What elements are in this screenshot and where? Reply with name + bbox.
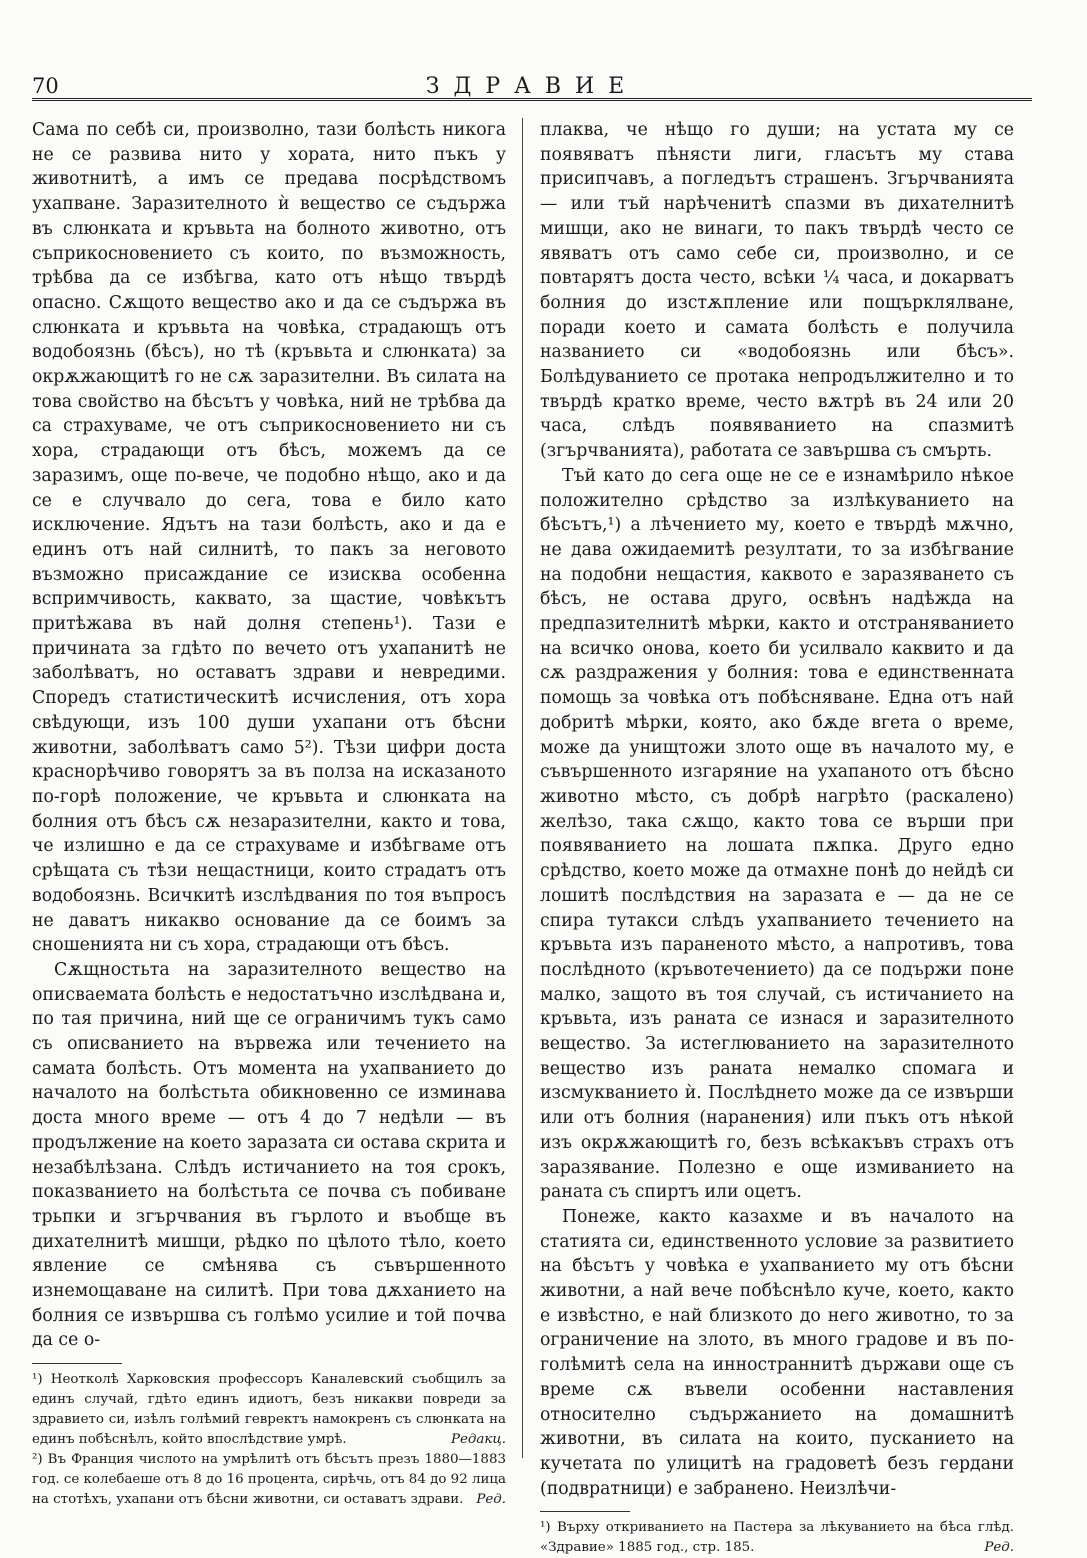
footnote [32, 1370, 506, 1450]
footnote-rule [540, 1511, 630, 1512]
footnote [32, 1450, 506, 1510]
footnote-rule [32, 1363, 122, 1364]
page-header [32, 70, 1032, 100]
right-column [540, 118, 1014, 1558]
column-divider [522, 118, 523, 1458]
page-number: 70 [32, 74, 59, 98]
footnote-signature: Ред. [476, 1492, 506, 1508]
paragraph: Понеже, както казахме и въ началото на статията си, единственното условие за развитието на бѣсътъ у човѣка е ухапванието му отъ бѣсни животни, а най вече побѣснѣло куче, което, както е извѣстно, е най близкото до него животно, то за ограничение на злото, въ много градове и въ по-голѣмитѣ села на инностраннитѣ държави още съ време сѫ въвели особенни наставления относително съдържанието на домашнитѣ животни, въ силата на които, пусканието на кучетата по улицитѣ на градоветѣ безъ гердани (подвратници) е забранено. Неизлѣчи- [540, 1206, 1014, 1499]
header-rule [32, 98, 1032, 101]
left-column [32, 118, 506, 1510]
paragraph: Сѫщностьта на заразителното вещество на описваемата болѣсть е недостатъчно изслѣдвана и, по тая причина, ний ще се ограничимъ тукъ само съ описванието на вървежа или течението на самата болѣсть. Отъ момента на ухапванието до началото на болѣстьта обикновенно се изминава доста много време — отъ 4 до 7 недѣли — въ продължение на което заразата си остава скрита и незабѣлѣзана. Слѣдъ истичанието на тоя срокъ, показванието на болѣстьта се почва съ побиване трьпки и згърчвания въ гърлото и въобще въ дихателнитѣ мишци, рѣдко по цѣлото тѣло, което явление се смѣнява съ съвършенното изнемощаване на силитѣ. При това дѫханието на болния се извършва съ голѣмо усилие и той почва да се о- [32, 959, 506, 1351]
footnote-text: ¹) Неотколѣ Харковския профессоръ Каналевский съобщилъ за единъ случай, гдѣто единъ идиотъ, безъ никакви повреди за здравието си, изѣлъ голѣмий гевректъ намокренъ съ слюнката на единъ побѣснѣлъ, който впослѣдствие умрѣ. [32, 1372, 506, 1448]
footnote-signature: Редакц. [450, 1432, 506, 1448]
footnote-text: ²) Въ Франция числото на умрѣлитѣ отъ бѣсътъ презъ 1880—1883 год. се колебаеше отъ 8 до 16 процента, сирѣчь, отъ 84 до 92 лица на стотѣхъ, ухапани отъ бѣсни животни, си оставатъ здрави. [32, 1452, 506, 1508]
paragraph: плаква, че нѣщо го души; на устата му се появяватъ пѣнясти лиги, гласътъ му става присипчавъ, а погледътъ страшенъ. Згърчванията — или тъй нарѣченитѣ спазми въ дихателнитѣ мишци, ако не винаги, то пакъ твърдѣ често се явяватъ отъ само себе си, произволно, и се повтарятъ доста често, всѣки ¼ часа, и докарватъ болния до изстѫпление или пощърклялване, поради което и самата болѣсть е получила названието си «водобоязнь или бѣсъ». Болѣдуванието се протака непродължително и то твърдѣ кратко време, често вѫтрѣ въ 24 или 20 часа, слѣдъ появяванието на спазмитѣ (згърчванията), работата се завършва съ смърть. [540, 120, 1014, 462]
paragraph: Сама по себѣ си, произволно, тази болѣсть никога не се развива нито у хората, нито пъкъ у животнитѣ, а имъ се предава посрѣдствомъ ухапване. Заразителното ѝ вещество се съдържа въ слюнката и кръвьта на болното животно, отъ съприкосновението съ които, по възможность, трѣбва да се избѣгва, като отъ нѣщо твърдѣ опасно. Сѫщото вещество ако и да се съдържа въ слюнката и кръвьта на човѣка, страдающъ отъ водобоязнь (бѣсъ), но тѣ (кръвьта и слюнката) за окрѫжающитѣ го не сѫ заразителни. Въ силата на това свойство на бѣсътъ у човѣка, ний не трѣбва да са страхуваме, че отъ съприкосновението ни съ хора, страдающи отъ бѣсъ, можемъ да се заразимъ, още по-вече, че подобно нѣщо, ако и да се е случвало до сега, това е било като исключение. Ядътъ на тази болѣсть, ако и да е единъ отъ най силнитѣ, то пакъ за неговото възможно присаждание се изисква особенна вспримчивость, каквато, за щастие, човѣкътъ притѣжава въ най долня степень¹). Тази е причината за гдѣто по вечето отъ ухапанитѣ не заболѣватъ, но оставатъ здрави и невредими. Споредъ статистическитѣ исчисления, отъ хора свѣдующи, изъ 100 души ухапани отъ бѣсни животни, заболѣватъ само 5²). Тѣзи цифри доста краснорѣчиво говорятъ за въ полза на исказаното по-горѣ положение, че кръвьта и слюнката на болния отъ бѣсъ сѫ незаразителни, както и това, че излишно е да се страхуваме и избѣгваме отъ срѣщата съ тѣзи нещастници, които страдатъ отъ водобоязнь. Всичкитѣ изслѣдвания по тоя въпросъ не даватъ никакво основание да се боимъ за сношенията ни съ хора, страдающи отъ бѣсъ. [32, 120, 506, 956]
footnote-text: ¹) Върху откриванието на Пастера за лѣкуванието на бѣса глѣд. «Здравие» 1885 год., стр. 185. [540, 1520, 1014, 1556]
running-title: ЗДРАВИЕ [425, 74, 639, 99]
footnote [540, 1518, 1014, 1558]
paragraph: Тъй като до сега още не се е изнамѣрило нѣкое положително срѣдство за излѣкуванието на бѣсътъ,¹) а лѣчението му, което е твърдѣ мѫчно, не дава ожидаемитѣ резултати, то за избѣгвание на подобни нещастия, каквото е заразяването съ бѣсъ, не остава друго, освѣнъ надѣжда на предпазителнитѣ мѣрки, както и отстраняванието на всичко онова, което би усилвало каквито и да сѫ раздражения у болния: това е единственната помощь за човѣка отъ побѣсняване. Една отъ най добритѣ мѣрки, която, ако бѫде вгета о време, може да унищтожи злото още въ началото му, е съвършенното изгаряние на ухапаното отъ бѣсно животно мѣсто, съ добрѣ нагрѣто (раскалено) желѣзо, така сѫщо, както това се върши при появяванието на лошата пѫпка. Друго едно срѣдство, което може да отмахне понѣ до нейдѣ си лошитѣ послѣдствия на заразата е — да не се спира тутакси слѣдъ ухапванието течението на кръвьта изъ параненото мѣсто, а напротивъ, това послѣдното (кръвотечението) да се подържи поне малко, защото въ тоя случай, съ истичанието на кръвьта, изъ раната се изнася и заразителното вещество. За истеглюванието на заразителното вещество изъ раната немалко спомага и изсмукванието ѝ. Послѣднето може да се извърши или отъ болния (наранения) или пъкъ отъ нѣкой изъ окрѫжающитѣ го, безъ всѣкакъвъ страхъ отъ заразявание. Полезно е още измиванието на раната съ спиртъ или оцетъ. [540, 465, 1014, 1203]
footnote-signature: Ред. [984, 1540, 1014, 1556]
